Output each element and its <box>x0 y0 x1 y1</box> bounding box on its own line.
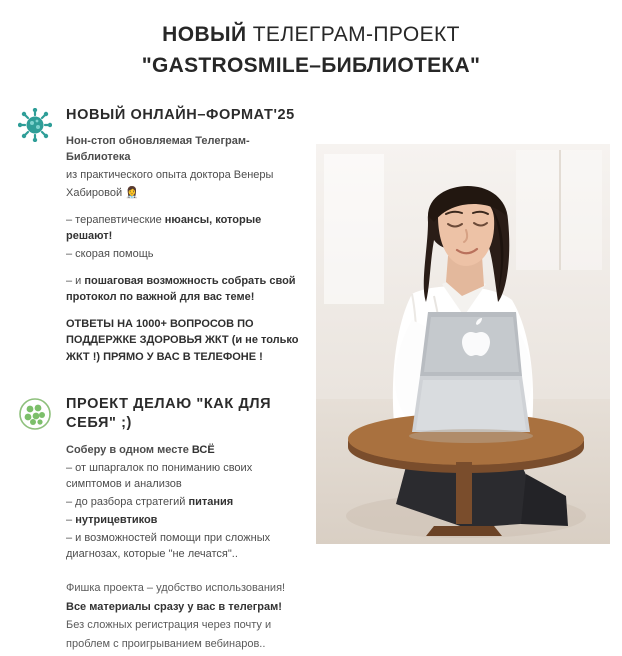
left-text-column <box>18 106 300 656</box>
block-new-online-format <box>18 106 300 366</box>
header-strong-word: НОВЫЙ <box>162 23 247 46</box>
tail-line-3: Без сложных регистрация через почту и <box>66 619 272 632</box>
emphasis: пошаговая возможность собрать свой протокол по важной для вас теме! <box>66 274 296 303</box>
emphasis: нюансы, которые решают! <box>66 214 262 243</box>
block-2-line-3: – до разбора стратегий питания <box>66 495 234 508</box>
block-2-line-1: Соберу в одном месте ВСЁ <box>66 444 215 457</box>
block-2-line-5: – и возможностей помощи при сложных диагнозах, которые "не лечатся".. <box>66 531 271 560</box>
block-1-title: НОВЫЙ ОНЛАЙН–ФОРМАТ'25 <box>66 106 295 123</box>
block-1-line-2: из практического опыта доктора Венеры <box>66 169 274 182</box>
page-header <box>0 0 622 84</box>
tail-line-4: проблем с проигрыванием вебинаров.. <box>66 638 266 651</box>
block-1-line-3: Хабировой 👩‍⚕️ <box>66 187 139 200</box>
emphasis: питания <box>188 495 234 508</box>
block-2-line-2: – от шпаргалок по пониманию своих симптомов и анализов <box>66 461 253 490</box>
tail-text <box>18 581 300 654</box>
emphasis: ВСЁ <box>191 444 215 457</box>
header-line-1-rest: ТЕЛЕГРАМ-ПРОЕКТ <box>246 23 460 46</box>
block-project-for-myself <box>18 395 300 562</box>
block-2-line-4: – нутрицевтиков <box>66 513 158 526</box>
block-1-callout: ОТВЕТЫ НА 1000+ ВОПРОСОВ ПО ПОДДЕРЖКЕ ЗДОРОВЬЯ ЖКТ (и не только ЖКТ !) ПРЯМО У ВАС В ТЕЛЕФОНЕ ! <box>66 317 299 363</box>
block-1-line-4: – терапевтические нюансы, которые решают! <box>66 214 262 243</box>
tail-line-2: Все материалы сразу у вас в телеграм! <box>66 600 282 613</box>
tail-line-1: Фишка проекта – удобство использования! <box>66 581 286 594</box>
header-line-2: "GASTROSMILE–БИБЛИОТЕКА" <box>141 54 481 78</box>
virus-teal-icon <box>18 108 52 142</box>
block-2-title: ПРОЕКТ ДЕЛАЮ "КАК ДЛЯ СЕБЯ" ;) <box>66 396 272 432</box>
photo-illustration <box>316 144 610 544</box>
block-1-line-5: – скорая помощь <box>66 248 154 261</box>
spacer <box>66 265 300 274</box>
cells-green-icon <box>18 397 52 431</box>
header-line-1 <box>20 22 602 48</box>
emphasis: нутрицевтиков <box>75 513 158 526</box>
spacer <box>66 204 300 213</box>
block-1-line-6: – и пошаговая возможность собрать свой протокол по важной для вас теме! <box>66 274 296 303</box>
woman-with-laptop-photo <box>316 144 610 544</box>
block-1-line-1: Нон-стоп обновляемая Телеграм-Библиотека <box>66 135 250 164</box>
